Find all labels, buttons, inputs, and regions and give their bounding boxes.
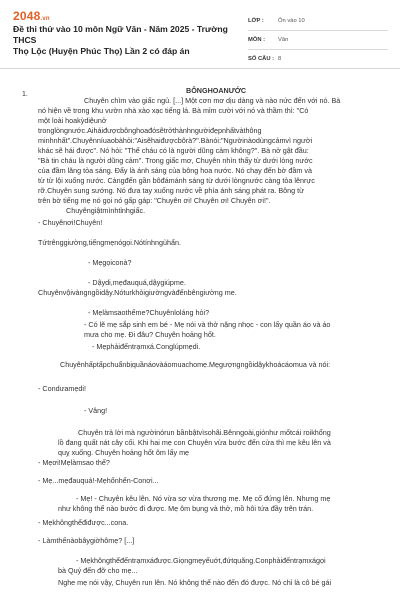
passage-line: minhnhất".Chuyênníuaobàhỏi:"Aisẽhaiđượcbôrà?".Bànói:"Ngườinàodùngcảmvì người — [38, 136, 313, 145]
document-title-line-1: Đề thi thử vào 10 môn Ngữ Văn - Năm 2025 - Trường THCS — [13, 24, 228, 45]
passage-line: nó hiện về trong khu vườn nhà xào xạc tiếng lá. Bà mỉm cười với nó và thầm thì: "Có — [38, 106, 309, 115]
document-title — [13, 24, 248, 57]
passage-line: - Mẹơi!Mẹlàmsao thế? — [38, 458, 110, 467]
passage-line: - Vâng! — [84, 406, 108, 415]
passage-line: Nghe mẹ nói vậy, Chuyên run lên. Nó không thể nào đến đó được. Nó chỉ là cô bé gái — [58, 578, 332, 587]
logo-main: 2048 — [13, 9, 41, 23]
passage-line: - Mẹphảiđếntrạmxá.Conglúpmẹdi. — [92, 342, 201, 351]
passage-line: quỵ xuống. Chuyên hoảng hốt ôm lấy mẹ — [58, 448, 190, 457]
passage-line: - Mẹkhôngthểđếntrạmxáđược.Giọngmẹyếuớt,đứtquãng.Conphảiđếntrạmxágọi — [76, 556, 326, 565]
passage-line: - Làmthếnàobâygiờhômẹ? [...] — [38, 536, 135, 545]
passage-line: Tứtrênggiường,tiếngmẹnógọi.Nótínhngủhẩn. — [38, 238, 182, 247]
meta-value-question-count: 8 — [278, 56, 282, 62]
passage-line: Chuyêngiậtmìnhtỉnhgiấc. — [66, 206, 146, 215]
document-title-line-2: Thọ Lộc (Huyện Phúc Thọ) Lần 2 có đáp án — [13, 46, 190, 56]
meta-label-class: LỚP : — [248, 18, 264, 24]
meta-row-subject — [248, 31, 388, 50]
passage-line: từ từ lội xuống nước. Càngđến gần bôđámánh sáng từ dưới lòngnước càng tỏa lênrực — [38, 176, 315, 185]
header-divider — [0, 68, 400, 69]
passage-line: mưa cho mẹ. Đi đâu? Chuyên hoảng hốt. — [84, 330, 216, 339]
meta-label-subject: MÔN : — [248, 37, 266, 43]
passage-line: lồ đang quất nát cây cối. Khi hai mẹ con Chuyên vừa bước đến cửa thì mẹ kêu lên và — [58, 438, 331, 447]
passage-line: - Dậydi,mẹđauquá,dậygiúpme. — [88, 278, 186, 287]
question-number: 1. — [22, 91, 28, 98]
passage-body — [0, 86, 400, 600]
passage-title: BÔNGHOANƯỚC — [186, 86, 247, 95]
passage-line: Chuyên trả lời mà ngườinórun bầnbậtvìsohãi.Bênngoài,giónhư mốtcái roikhổng — [78, 428, 331, 437]
meta-row-class — [248, 12, 388, 31]
passage-line: - Có lẽ mẹ sắp sinh em bé - Mẹ nói và thở nặng nhọc - con lấy quần áo và áo — [84, 320, 331, 329]
meta-value-class: Ôn vào 10 — [278, 18, 305, 24]
meta-row-question-count — [248, 50, 388, 69]
passage-line: trên bờ tiếng mẹ nó gọi nó gấp gáp: "Chuyên ơi! Chuyên ơi! Chuyên ơi!". — [38, 196, 271, 205]
passage-line: - Mẹ...mẹđauquá!-Mẹhổnhển-Conơi... — [38, 476, 159, 485]
passage-line: một loài hoakỳdiệunở — [38, 116, 107, 125]
passage-line: tronglòngnước.Aiháiđượcbônghoađósẽtrởthànhngườiđẹpnhấtvàthông — [38, 126, 262, 135]
site-logo[interactable] — [13, 9, 50, 23]
passage-line: của đầm lăng tỏa sáng. Đấy là ánh sáng của bông hoa nước. Nó chạy đến bờ đầm và — [38, 166, 312, 175]
passage-line: Chuyênvộivàngngồidậy.Nóturkhỏigiườngvàđếnbêngiường me. — [38, 288, 237, 297]
passage-line: - Mẹgọiconà? — [88, 258, 132, 267]
passage-line: - Mẹkhôngthểđiđược...cona. — [38, 518, 129, 527]
passage-line: khác sẽ hái được". Nó hỏi: "Thế cháu có là người dũng cảm không?". Bà nở gật đầu: — [38, 146, 309, 155]
passage-line: "Bà tin cháu là người dũng cảm". Trong giấc mơ, Chuyên nhìn thấy từ dưới lòng nước — [38, 156, 313, 165]
metadata-table — [248, 12, 388, 69]
passage-line: Chuyên chìm vào giấc ngủ. [...] Một cơn mơ dịu dàng và nào nức đến với nó. Bà — [84, 96, 341, 105]
passage-line: - Mẹlàmsaothếme?Chuyênloláng hỏi? — [88, 308, 210, 317]
passage-line: - Chuyênơi!Chuyên! — [38, 218, 103, 227]
passage-line: Chuyênhấptấpchuẩnbịquầnáovàáomuachomẹ.Mẹgượngngồidậykhoácáomua và nói: — [60, 360, 331, 369]
passage-line: - Condưamẹdi! — [38, 384, 86, 393]
meta-label-question-count: SỐ CÂU : — [248, 56, 275, 62]
document-header — [0, 0, 400, 66]
passage-line: - Mẹ! - Chuyên kêu lên. Nó vừa sợ vừa thương mẹ. Mẹ cố đứng lên. Nhưng mẹ — [76, 494, 331, 503]
passage-line: như không thể nào bước đi được. Mẹ ôm bụng và thở, mồ hôi tứa đầy trên trán. — [58, 504, 314, 513]
passage-line: bà Quý đến đỡ cho mẹ... — [58, 566, 138, 575]
logo-tld: .vn — [40, 16, 50, 22]
passage-line: rỡ.Chuyên sung sướng. Nó đưa tay xuống nước về phía ánh sáng phát ra. Bông từ — [38, 186, 304, 195]
meta-value-subject: Văn — [278, 37, 289, 43]
